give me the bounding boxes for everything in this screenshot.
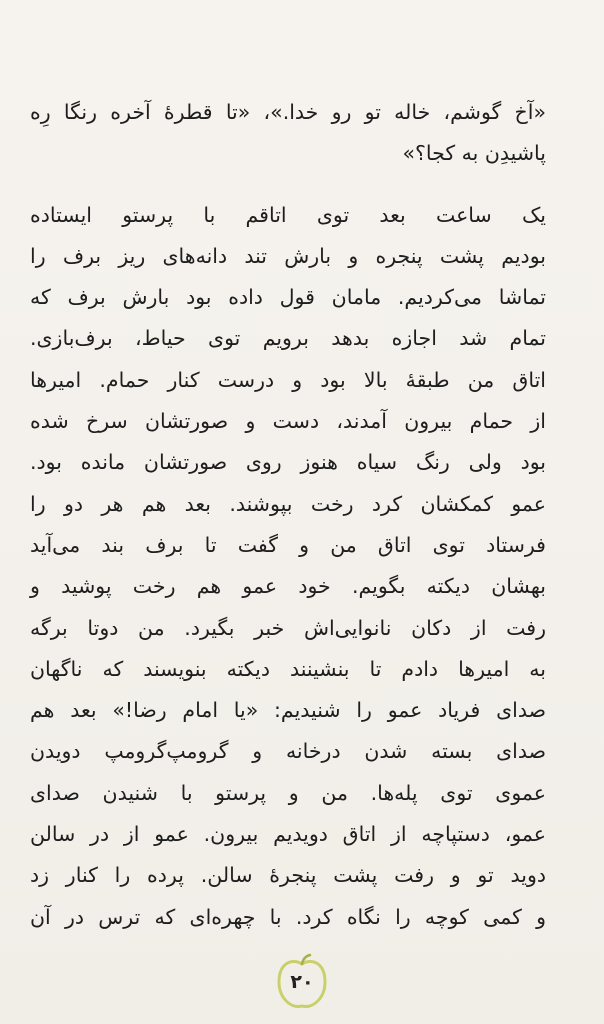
- text-line: یک ساعت بعد توی اتاقم با پرستو ایستاده: [30, 202, 546, 227]
- paragraph-2: [30, 195, 546, 938]
- text-line: عمو کمکشان کرد رخت بپوشند. بعد هم هر دو را: [30, 491, 546, 516]
- text-line: اتاق من طبقۀ بالا بود و درست کنار حمام. امیرها: [30, 367, 546, 392]
- page-number-badge: [271, 952, 333, 1014]
- page-number: ۲۰: [290, 971, 314, 993]
- paragraph-1: [30, 92, 546, 175]
- body-text: [30, 92, 546, 938]
- text-line: بود ولی رنگ سیاه هنوز روی صورتشان مانده بود.: [30, 450, 546, 475]
- text-line: و کمی کوچه را نگاه کرد. با چهره‌ای که ترس در آن: [30, 904, 546, 929]
- text-line: از حمام بیرون آمدند، دست و صورتشان سرخ شده: [30, 409, 546, 434]
- text-line: رفت از دکان نانوایی‌اش خبر بگیرد. من دوتا برگه: [30, 615, 546, 640]
- text-line: فرستاد توی اتاق من و گفت تا برف بند می‌آید: [30, 532, 546, 557]
- text-line: به امیرها دادم تا بنشینند دیکته بنویسند که ناگهان: [30, 656, 546, 681]
- text-line: «آخ گوشم، خاله تو رو خدا.»، «تا قطرۀ آخره رنگا رِه: [30, 100, 546, 124]
- text-line: تمام شد اجازه بدهد برویم توی حیاط، برف‌بازی.: [30, 326, 546, 351]
- text-line: تماشا می‌کردیم. مامان قول داده بود بارش برف که: [30, 285, 546, 310]
- text-line: بهشان دیکته بگویم. خود عمو هم رخت پوشید و: [30, 574, 546, 599]
- text-line: دوید تو و رفت پشت پنجرۀ سالن. پرده را کنار زد: [30, 863, 546, 888]
- text-line: پاشیدِن به کجا؟»: [402, 141, 546, 166]
- text-line: عموی توی پله‌ها. من و پرستو با شنیدن صدای: [30, 780, 546, 805]
- text-line: بودیم پشت پنجره و بارش تند دانه‌های ریز برف را: [30, 243, 546, 268]
- text-line: صدای فریاد عمو را شنیدیم: «یا امام رضا!» بعد هم: [30, 698, 546, 723]
- text-line: صدای بسته شدن درخانه و گرومپ‌گرومپ دویدن: [30, 739, 546, 764]
- text-line: عمو، دستپاچه از اتاق دویدیم بیرون. عمو از در سالن: [30, 822, 546, 847]
